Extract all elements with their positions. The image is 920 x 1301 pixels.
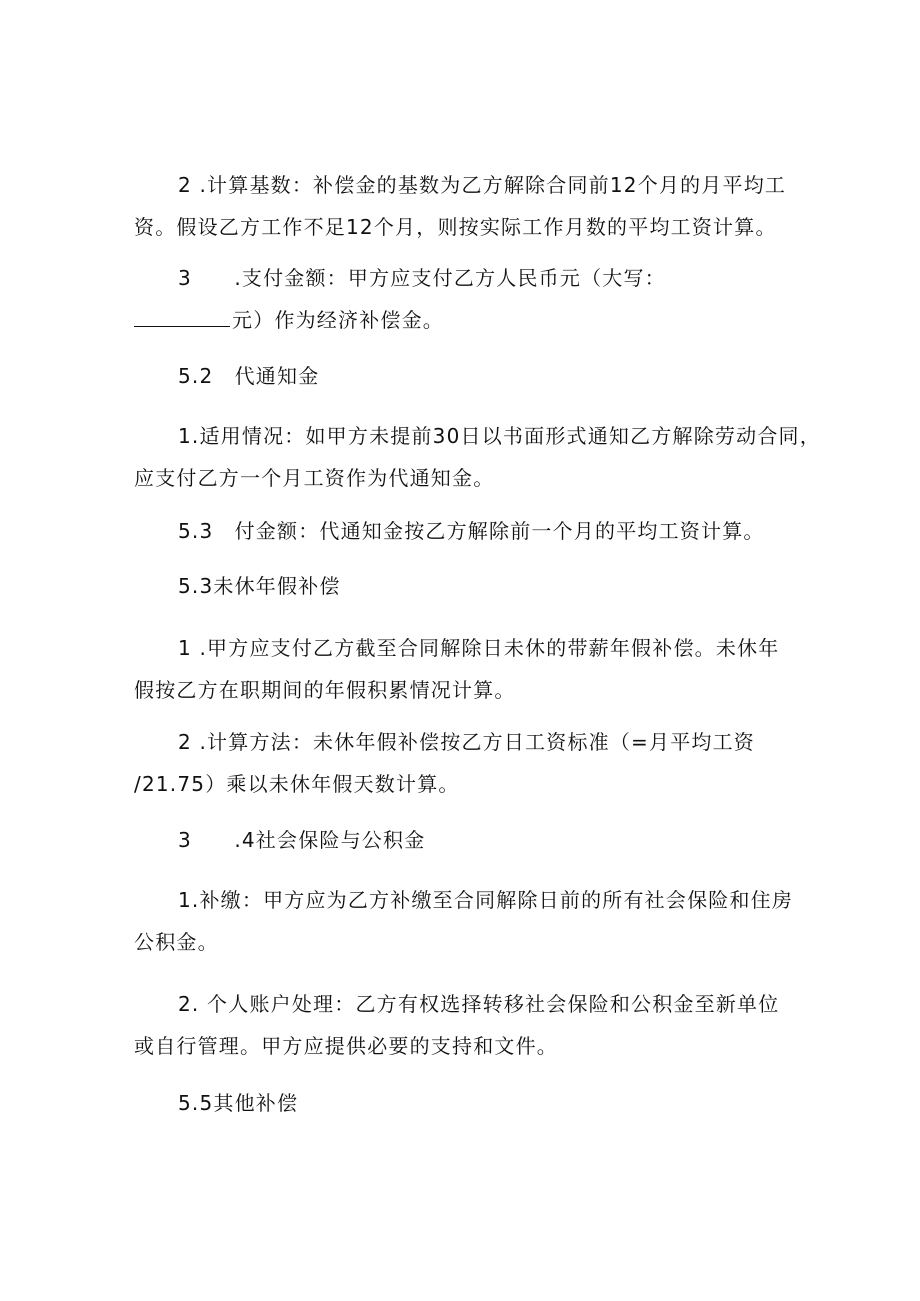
item-3-payment-line2-text: 元）作为经济补偿金。 [232, 308, 444, 332]
item-2-calc-method-line2: /21.75）乘以未休年假天数计算。 [134, 772, 460, 796]
item-1-supplement-line2: 公积金。 [134, 930, 219, 954]
section-5-3-annual-leave-heading: 5.3未休年假补偿 [178, 574, 341, 598]
section-5-2-heading: 5.2 代通知金 [178, 364, 320, 388]
item-1-leave-comp-line2: 假按乙方在职期间的年假积累情况计算。 [134, 678, 516, 702]
item-1-applicable-line1: 1.适用情况：如甲方未提前30日以书面形式通知乙方解除劳动合同， [178, 424, 821, 448]
amount-blank-field [134, 308, 230, 327]
item-2-calc-method-line1: 2 .计算方法：未休年假补偿按乙方日工资标准（=月平均工资 [178, 730, 755, 754]
item-1-supplement-line1: 1.补缴：甲方应为乙方补缴至合同解除日前的所有社会保险和住房 [178, 888, 794, 912]
item-3-payment-line2 [134, 306, 444, 334]
section-5-3-payment-amount: 5.3 付金额：代通知金按乙方解除前一个月的平均工资计算。 [178, 519, 765, 543]
item-2-personal-account-line1: 2. 个人账户处理：乙方有权选择转移社会保险和公积金至新单位 [178, 992, 780, 1016]
section-5-5-other-comp-heading: 5.5其他补偿 [178, 1091, 299, 1115]
item-2-calc-base-line1: 2 .计算基数：补偿金的基数为乙方解除合同前12个月的月平均工 [178, 173, 787, 197]
item-1-applicable-line2: 应支付乙方一个月工资作为代通知金。 [134, 466, 495, 490]
item-3-payment-line1: 3 .支付金额：甲方应支付乙方人民币元（大写： [178, 266, 666, 290]
item-1-leave-comp-line1: 1 .甲方应支付乙方截至合同解除日未休的带薪年假补偿。未休年 [178, 636, 780, 660]
section-3-4-social-insurance-heading: 3 .4社会保险与公积金 [178, 828, 426, 852]
item-2-personal-account-line2: 或自行管理。甲方应提供必要的支持和文件。 [134, 1034, 558, 1058]
item-2-calc-base-line2: 资。假设乙方工作不足12个月，则按实际工作月数的平均工资计算。 [134, 215, 777, 239]
